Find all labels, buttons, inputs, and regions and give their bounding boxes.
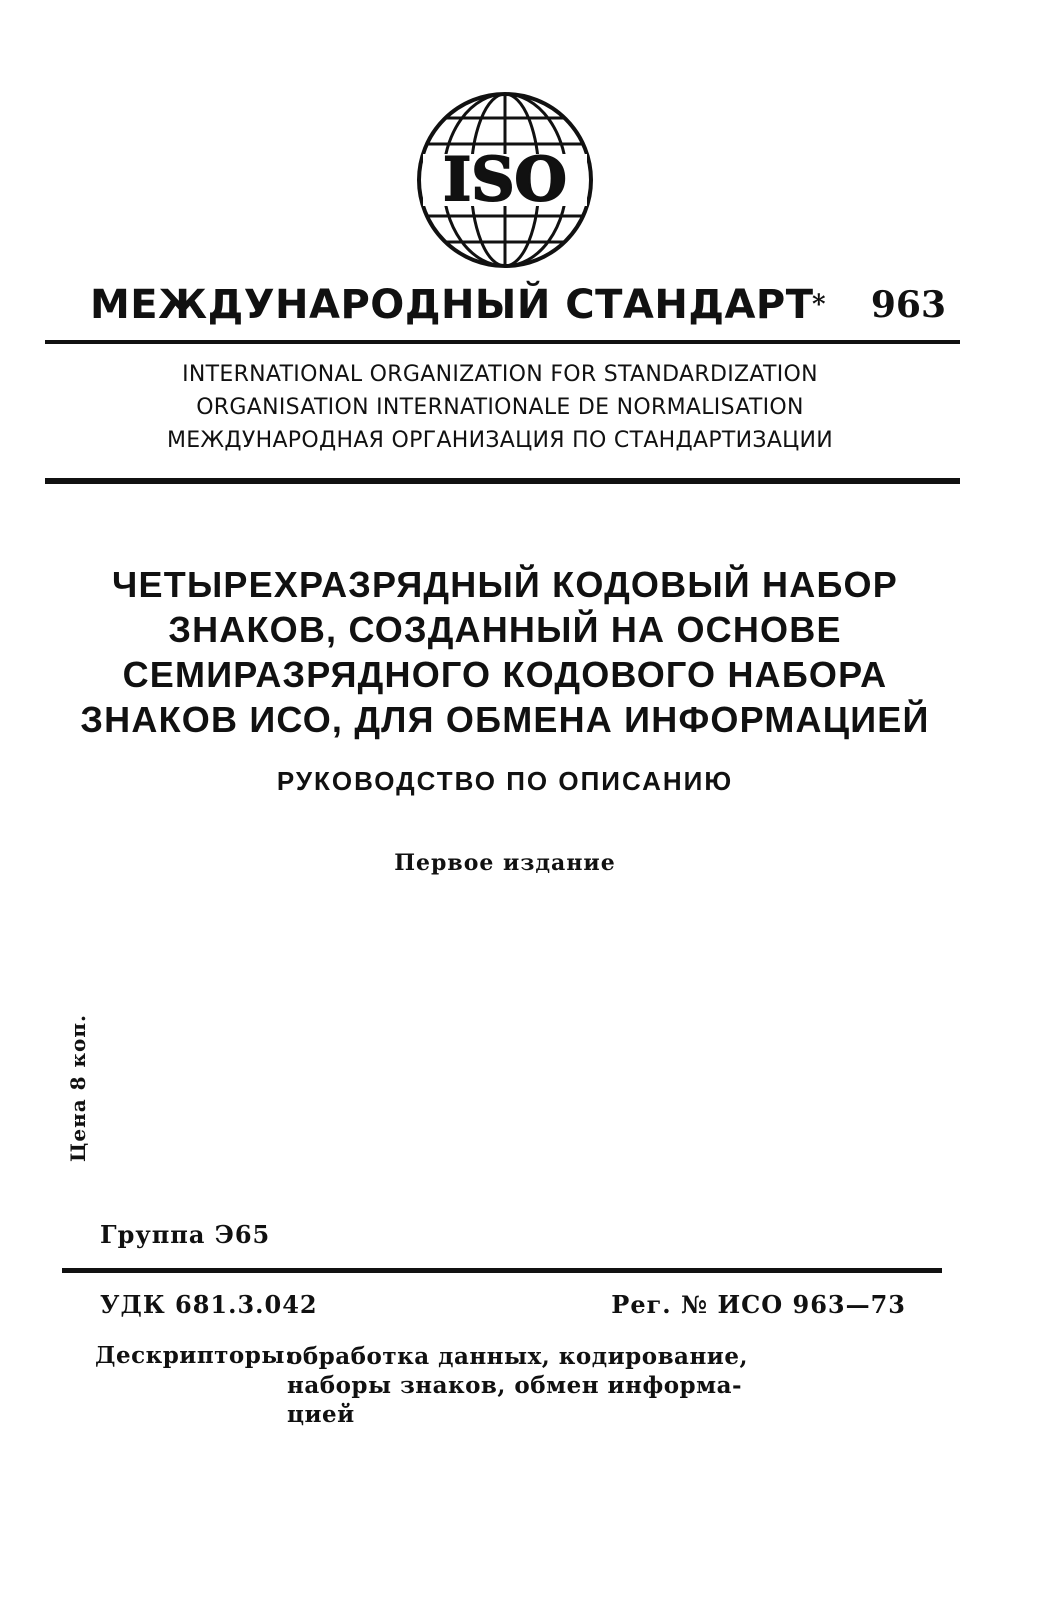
standard-label: МЕЖДУНАРОДНЫЙ СТАНДАРТ: [90, 282, 814, 328]
title-line: ЧЕТЫРЕХРАЗРЯДНЫЙ КОДОВЫЙ НАБОР: [112, 564, 898, 605]
org-name-ru: МЕЖДУНАРОДНАЯ ОРГАНИЗАЦИЯ ПО СТАНДАРТИЗАЦИИ: [166, 428, 834, 453]
group-label: Группа Э65: [100, 1220, 271, 1249]
descriptors-text: [287, 1342, 747, 1429]
title-line: СЕМИРАЗРЯДНОГО КОДОВОГО НАБОРА: [122, 654, 888, 695]
descriptors-line: цией: [287, 1401, 355, 1428]
registration-number: Рег. № ИСО 963—73: [611, 1290, 906, 1319]
standard-number: 963: [870, 284, 946, 326]
document-title: [50, 562, 960, 742]
descriptors-label: Дескрипторы:: [95, 1342, 294, 1369]
title-line: ЗНАКОВ ИСО, ДЛЯ ОБМЕНА ИНФОРМАЦИЕЙ: [80, 699, 930, 740]
price-label: Цена 8 коп.: [66, 1014, 90, 1162]
standard-star: *: [812, 290, 826, 320]
edition-label: Первое издание: [394, 850, 616, 876]
top-divider: [45, 340, 960, 344]
bottom-divider: [62, 1268, 942, 1273]
org-name-en: INTERNATIONAL ORGANIZATION FOR STANDARDIZATION: [182, 362, 818, 387]
iso-logo: [413, 88, 597, 272]
document-subtitle: РУКОВОДСТВО ПО ОПИСАНИЮ: [276, 766, 734, 796]
iso-logo-text: ISO: [443, 145, 567, 215]
title-line: ЗНАКОВ, СОЗДАННЫЙ НА ОСНОВЕ: [168, 609, 842, 650]
descriptors-line: наборы знаков, обмен информа-: [287, 1372, 743, 1399]
descriptors-line: обработка данных, кодирование,: [287, 1343, 748, 1370]
org-divider: [45, 478, 960, 484]
udk-code: УДК 681.3.042: [100, 1290, 318, 1319]
org-name-fr: ORGANISATION INTERNATIONALE DE NORMALISATION: [196, 395, 804, 420]
